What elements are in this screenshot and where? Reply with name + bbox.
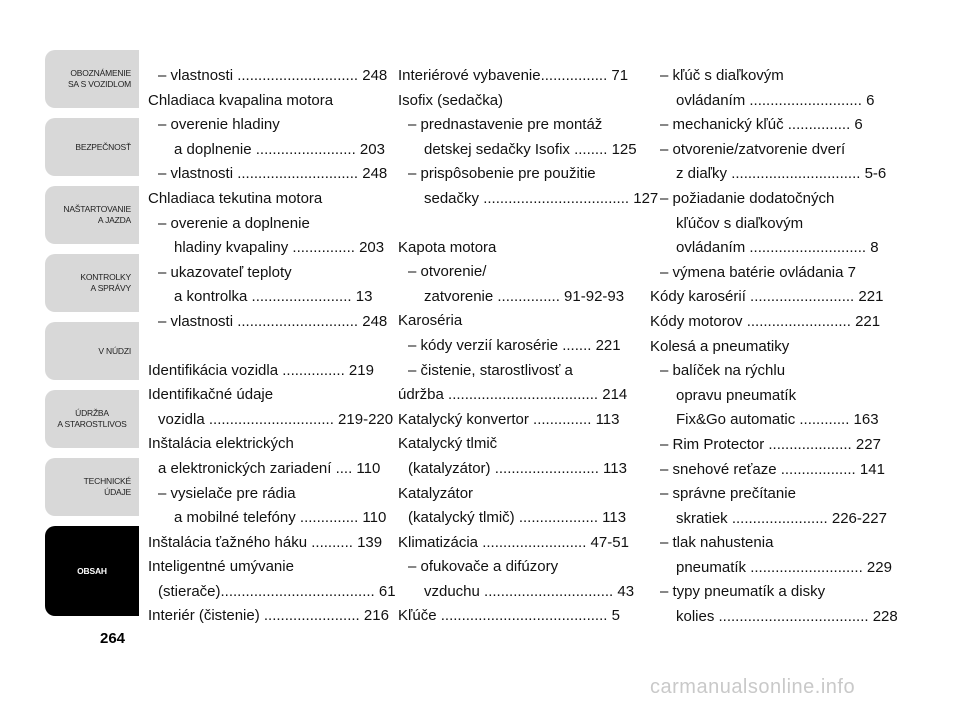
index-entry: – vlastnosti ............................. 248 — [158, 67, 388, 84]
index-entry: – výmena batérie ovládania 7 — [660, 263, 856, 281]
index-entry: – balíček na rýchlu — [660, 362, 786, 380]
tab-nastartovanie[interactable] — [45, 186, 139, 244]
index-entry: a elektronických zariadení .... 110 — [158, 459, 381, 477]
index-entry: Katalycký tlmič — [398, 435, 498, 453]
tab-udrzba[interactable] — [45, 390, 139, 448]
index-entry: Katalycký konvertor .............. 113 — [398, 410, 620, 428]
index-column-3 — [650, 64, 898, 630]
index-column-1 — [148, 64, 396, 629]
index-entry: – vlastnosti ............................. 248 — [158, 165, 388, 183]
index-entry: (katalyzátor) ......................... 113 — [408, 459, 627, 477]
tab-label-line1: KONTROLKY — [80, 272, 131, 282]
index-entry: – kľúč s diaľkovým — [660, 67, 784, 84]
index-entry: skratiek ....................... 226-227 — [676, 509, 887, 527]
index-entry: – otvorenie/ — [408, 263, 487, 281]
index-entry: – tlak nahustenia — [660, 534, 774, 552]
index-entry: a mobilné telefóny .............. 110 — [174, 509, 387, 527]
index-entry: Chladiaca tekutina motora — [148, 189, 323, 207]
index-entry: Klimatizácia ......................... 47-51 — [398, 533, 629, 551]
tab-label-line2: A STAROSTLIVOS — [57, 419, 127, 429]
index-entry: Chladiaca kvapalina motora — [148, 91, 334, 109]
tab-label-line1: NAŠTARTOVANIE — [63, 204, 131, 214]
index-entry: – otvorenie/zatvorenie dverí — [660, 140, 846, 158]
index-entry: – Rim Protector .................... 227 — [660, 435, 881, 453]
tab-label-line1: OBSAH — [77, 565, 107, 576]
index-entry: Fix&Go automatic ............ 163 — [676, 411, 879, 429]
index-entry: Inteligentné umývanie — [148, 558, 294, 576]
index-entry: zatvorenie ............... 91-92-93 — [424, 287, 625, 305]
tab-label-line1: V NÚDZI — [98, 345, 131, 356]
index-entry: sedačky ................................... 127 — [424, 189, 659, 207]
index-entry: detskej sedačky Isofix ........ 125 — [424, 140, 637, 158]
tab-v-nudzi[interactable] — [45, 322, 139, 380]
index-entry: – čistenie, starostlivosť a — [408, 361, 573, 379]
index-entry: Kľúče ........................................ 5 — [398, 607, 620, 625]
page-number: 264 — [100, 630, 126, 647]
index-entry: – požiadanie dodatočných — [660, 189, 835, 207]
tab-label-line1: BEZPEČNOSŤ — [75, 141, 131, 152]
index-entry: vzduchu ............................... 43 — [424, 582, 635, 600]
index-entry: Inštalácia ťažného háku .......... 139 — [148, 533, 383, 551]
tab-technicke-udaje[interactable] — [45, 458, 139, 516]
index-entry: Identifikačné údaje — [148, 386, 274, 404]
index-entry: Kódy motorov ......................... 221 — [650, 312, 881, 330]
index-entry: Interiérové vybavenie................ 71 — [398, 67, 629, 84]
index-column-2 — [398, 64, 659, 629]
tab-label-line2: SA S VOZIDLOM — [67, 79, 131, 89]
index-entry: opravu pneumatík — [676, 386, 797, 404]
tab-oboznamenie[interactable] — [45, 50, 139, 108]
index-entry: – mechanický kľúč ............... 6 — [660, 116, 863, 134]
index-entry: – overenie hladiny — [158, 116, 280, 134]
index-entry: – prispôsobenie pre použitie — [408, 165, 596, 183]
index-entry: – vysielače pre rádia — [158, 484, 296, 502]
tab-label-line2: ÚDAJE — [104, 487, 131, 497]
index-entry: a kontrolka ........................ 13 — [174, 288, 373, 306]
index-entry: údržba .................................... 214 — [398, 386, 628, 404]
index-entry: hladiny kvapaliny ............... 203 — [174, 239, 385, 257]
index-entry: – správne prečítanie — [660, 485, 796, 503]
index-entry: kolies .................................... 228 — [676, 608, 898, 626]
tab-label-line2: A SPRÁVY — [90, 283, 131, 293]
index-entry: vozidla .............................. 219-220 — [158, 410, 394, 428]
index-entry: – typy pneumatík a disky — [660, 583, 826, 601]
index-entry: – ukazovateľ teploty — [158, 263, 292, 281]
index-entry: (katalycký tlmič) ................... 113 — [408, 509, 627, 527]
watermark: carmanualsonline.info — [650, 676, 856, 698]
index-entry: z diaľky ............................... 5-6 — [676, 165, 887, 183]
index-entry: Identifikácia vozidla ............... 219 — [148, 361, 374, 379]
index-entry: – kódy verzií karosérie ....... 221 — [408, 336, 621, 354]
index-entry: kľúčov s diaľkovým — [676, 214, 804, 232]
index-entry: Kódy karosérií ......................... 221 — [650, 288, 884, 306]
index-entry: a doplnenie ........................ 203 — [174, 140, 385, 158]
tab-bezpecnost[interactable] — [45, 118, 139, 176]
index-entry: – overenie a doplnenie — [158, 214, 310, 232]
index-entry: Inštalácia elektrických — [148, 435, 294, 453]
index-entry: ovládaním ........................... 6 — [676, 91, 875, 109]
tab-label-line1: TECHNICKÉ — [83, 476, 131, 486]
tab-obsah[interactable] — [45, 526, 139, 616]
tab-label-line1: OBOZNÁMENIE — [70, 68, 131, 78]
index-entry: pneumatík ........................... 229 — [676, 558, 892, 576]
index-entry: Kapota motora — [398, 238, 497, 256]
tab-label-line1: ÚDRŽBA — [75, 408, 109, 418]
index-entry: Karoséria — [398, 312, 463, 330]
index-entry: (stierače)..................................... 61 — [158, 582, 396, 600]
tab-kontrolky[interactable] — [45, 254, 139, 312]
index-entry: – snehové reťaze .................. 141 — [660, 460, 885, 478]
index-entry: – ofukovače a difúzory — [408, 558, 559, 576]
index-entry: – prednastavenie pre montáž — [408, 116, 603, 134]
index-entry: Katalyzátor — [398, 484, 474, 502]
index-entry: Kolesá a pneumatiky — [650, 337, 790, 355]
index-entry: Isofix (sedačka) — [398, 91, 504, 109]
index-entry: ovládaním ............................ 8 — [676, 239, 879, 257]
index-entry: Interiér (čistenie) ....................... 216 — [148, 607, 389, 625]
tab-label-line2: A JAZDA — [97, 215, 131, 225]
index-entry: – vlastnosti ............................. 248 — [158, 312, 388, 330]
